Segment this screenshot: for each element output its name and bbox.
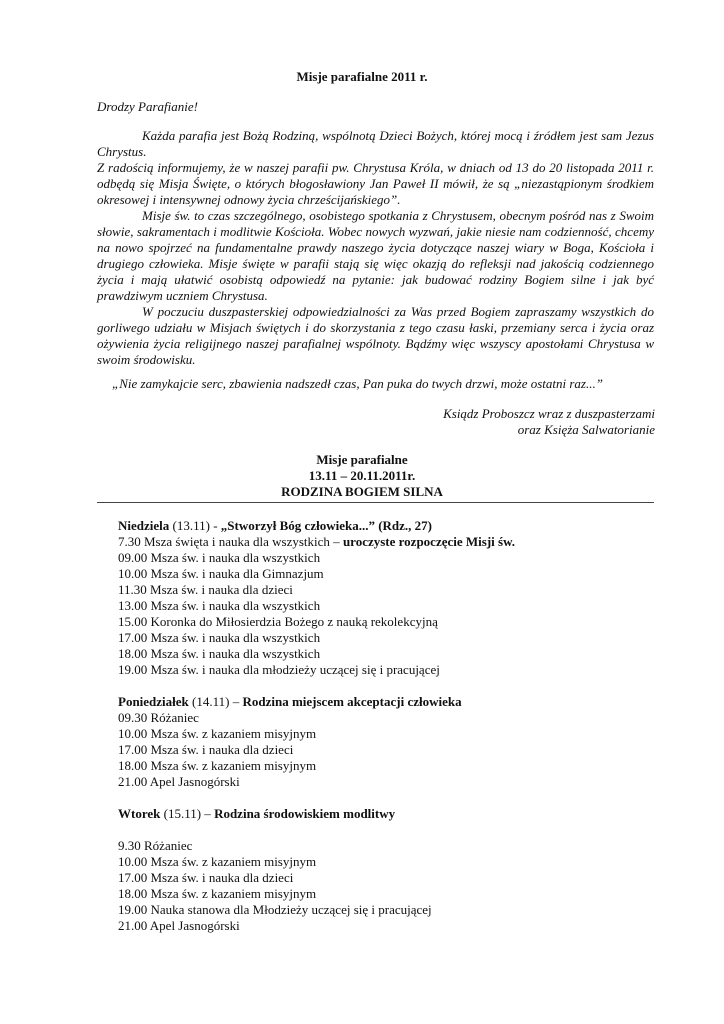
greeting: Drodzy Parafianie! xyxy=(97,99,198,114)
paragraph: Z radością informujemy, że w naszej parafii pw. Chrystusa Króla, w dniach od 13 do 20 listopada 2011 r. odbędą się Misja Święte, o których błogosławiony Jan Paweł II mówił, że są „niezastąpionym środkiem okresowej i intensywnej odnowy życia chrześcijańskiego”. xyxy=(97,160,654,207)
schedule-item: 18.00 Msza św. z kazaniem misyjnym xyxy=(118,886,317,901)
schedule-item-text: 7.30 Msza święta i nauka dla wszystkich – xyxy=(118,534,343,549)
schedule-item: 10.00 Msza św. i nauka dla Gimnazjum xyxy=(118,566,324,581)
day-heading-tuesday xyxy=(118,806,638,822)
day-name: Wtorek xyxy=(118,806,161,821)
mission-header-dates: 13.11 – 20.11.2011r. xyxy=(308,468,416,483)
schedule xyxy=(118,518,638,934)
day-date: (13.11) - xyxy=(169,518,221,533)
schedule-item: 19.00 Nauka stanowa dla Młodzieży uczącej się i pracującej xyxy=(118,902,432,917)
schedule-item: 17.00 Msza św. i nauka dla wszystkich xyxy=(118,630,321,645)
signature xyxy=(443,406,655,438)
schedule-item: 11.30 Msza św. i nauka dla dzieci xyxy=(118,582,293,597)
day-theme: „Stworzył Bóg człowieka...” (Rdz., 27) xyxy=(220,518,432,533)
paragraph: W poczuciu duszpasterskiej odpowiedzialności za Was przed Bogiem zapraszamy wszystkich do gorliwego udziału w Misjach świętych i do skorzystania z tego czasu łaski, przemiany serca i życia oraz ożywienia życia religijnego naszej parafialnej wspólnoty. Bądźmy więc wszyscy apostołami Chrystusa w swoim środowisku. xyxy=(97,304,654,367)
schedule-item: 09.00 Msza św. i nauka dla wszystkich xyxy=(118,550,321,565)
day-name: Poniedziałek xyxy=(118,694,189,709)
schedule-item: 09.30 Różaniec xyxy=(118,710,199,725)
day-date: (15.11) – xyxy=(160,806,215,821)
mission-header xyxy=(0,452,724,500)
day-theme: Rodzina miejscem akceptacji człowieka xyxy=(242,694,462,709)
schedule-item: 21.00 Apel Jasnogórski xyxy=(118,918,240,933)
day-name: Niedziela xyxy=(118,518,170,533)
schedule-item: 9.30 Różaniec xyxy=(118,838,193,853)
paragraph: Każda parafia jest Bożą Rodziną, wspólnotą Dzieci Bożych, której mocą i źródłem jest sam Jezus Chrystus. xyxy=(97,128,654,159)
horizontal-rule xyxy=(97,502,654,503)
schedule-item: 19.00 Msza św. i nauka dla młodzieży uczącej się i pracującej xyxy=(118,662,440,677)
letter-body xyxy=(97,128,654,368)
schedule-item: 13.00 Msza św. i nauka dla wszystkich xyxy=(118,598,321,613)
day-heading-sunday xyxy=(118,518,638,534)
schedule-item: 10.00 Msza św. z kazaniem misyjnym xyxy=(118,854,317,869)
schedule-item: 17.00 Msza św. i nauka dla dzieci xyxy=(118,742,294,757)
schedule-item: 21.00 Apel Jasnogórski xyxy=(118,774,240,789)
schedule-item: 15.00 Koronka do Miłosierdzia Bożego z nauką rekolekcyjną xyxy=(118,614,438,629)
schedule-item: 17.00 Msza św. i nauka dla dzieci xyxy=(118,870,294,885)
day-date: (14.11) – xyxy=(188,694,243,709)
schedule-item: 18.00 Msza św. i nauka dla wszystkich xyxy=(118,646,321,661)
day-theme: Rodzina środowiskiem modlitwy xyxy=(214,806,396,821)
mission-header-motto: RODZINA BOGIEM SILNA xyxy=(281,484,443,499)
signature-line: oraz Księża Salwatorianie xyxy=(517,422,655,437)
schedule-item-highlight: uroczyste rozpoczęcie Misji św. xyxy=(342,534,516,549)
signature-line: Ksiądz Proboszcz wraz z duszpasterzami xyxy=(443,406,655,421)
schedule-item: 18.00 Msza św. z kazaniem misyjnym xyxy=(118,758,317,773)
day-heading-monday xyxy=(118,694,638,710)
document-title: Misje parafialne 2011 r. xyxy=(296,69,428,84)
paragraph: Misje św. to czas szczególnego, osobistego spotkania z Chrystusem, obecnym pośród nas z Swoim słowie, sakramentach i modlitwie Kościoła. Wobec nowych wyzwań, jakie niesie nam codzienność, chcemy na nowo spojrzeć na fundamentalne prawdy naszego życia dotyczące naszej wiary w Boga, Kościoła i drugiego człowieka. Misje święte w parafii stają się więc okazją do refleksji nad jakością codziennego życia i mają ułatwić osobistą odpowiedź na pytanie: jak budować rodziny Bogiem silne i jak być prawdziwym uczniem Chrystusa. xyxy=(97,208,654,303)
quote: „Nie zamykajcie serc, zbawienia nadszedł czas, Pan puka do twych drzwi, może ostatni raz...” xyxy=(112,376,603,391)
mission-header-title: Misje parafialne xyxy=(316,452,408,467)
schedule-item xyxy=(118,534,638,550)
schedule-item: 10.00 Msza św. z kazaniem misyjnym xyxy=(118,726,317,741)
